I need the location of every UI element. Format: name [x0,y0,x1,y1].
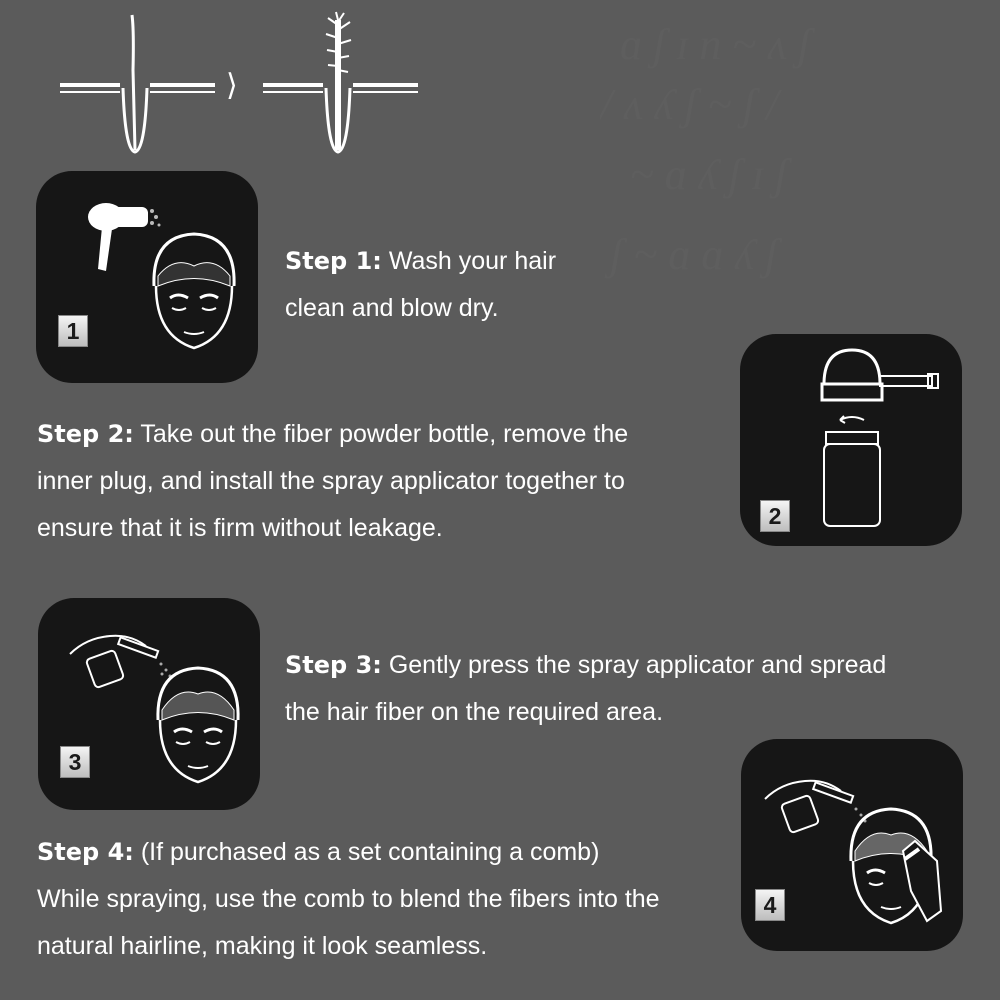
spray-bottle-icon [810,344,950,534]
step-badge-1: 1 [58,315,88,347]
step-4-line-1: (If purchased as a set containing a comb) [140,838,600,866]
thick-hair-icon [258,10,428,160]
thin-hair-icon [55,10,225,160]
step-1-line-2: clean and blow dry. [285,294,499,322]
step-3-line-1: Gently press the spray applicator and spread [388,651,887,679]
step-3-image [38,598,260,810]
step-4-text [37,829,737,970]
step-3-line-2: the hair fiber on the required area. [285,698,664,726]
step-4-line-2: While spraying, use the comb to blend the fibers into the [37,885,660,913]
step-1-line-1: Wash your hair [388,247,557,275]
background-texture: ɑ ʃ ɪ n ~ ʌ ʃ / ʌ ʎ ʃ ~ ʃ / ~ ɑ ʎ ʃ ɪ ʃ ʃ ~ ɑ ɑ ʎ ʃ [600,20,811,279]
step-2-line-3: ensure that it is firm without leakage. [37,514,443,542]
comb-hand-icon [841,801,951,941]
step-4-image [741,739,963,951]
step-badge-4: 4 [755,889,785,921]
step-1-text [285,238,705,332]
step-1-label: Step 1: [285,247,382,275]
arrow-icon: ⟩ [226,69,238,102]
man-face-icon [148,660,248,800]
step-2-text [37,411,737,552]
man-face-icon [144,226,244,366]
step-3-text [285,642,985,736]
step-badge-3: 3 [60,746,90,778]
step-1-image [36,171,258,383]
step-2-line-1: Take out the fiber powder bottle, remove the [140,420,629,448]
step-4-line-3: natural hairline, making it look seamless. [37,932,488,960]
step-2-line-2: inner plug, and install the spray applicator together to [37,467,625,495]
step-3-label: Step 3: [285,651,382,679]
step-4-label: Step 4: [37,838,134,866]
step-2-label: Step 2: [37,420,134,448]
step-badge-2: 2 [760,500,790,532]
step-2-image [740,334,962,546]
